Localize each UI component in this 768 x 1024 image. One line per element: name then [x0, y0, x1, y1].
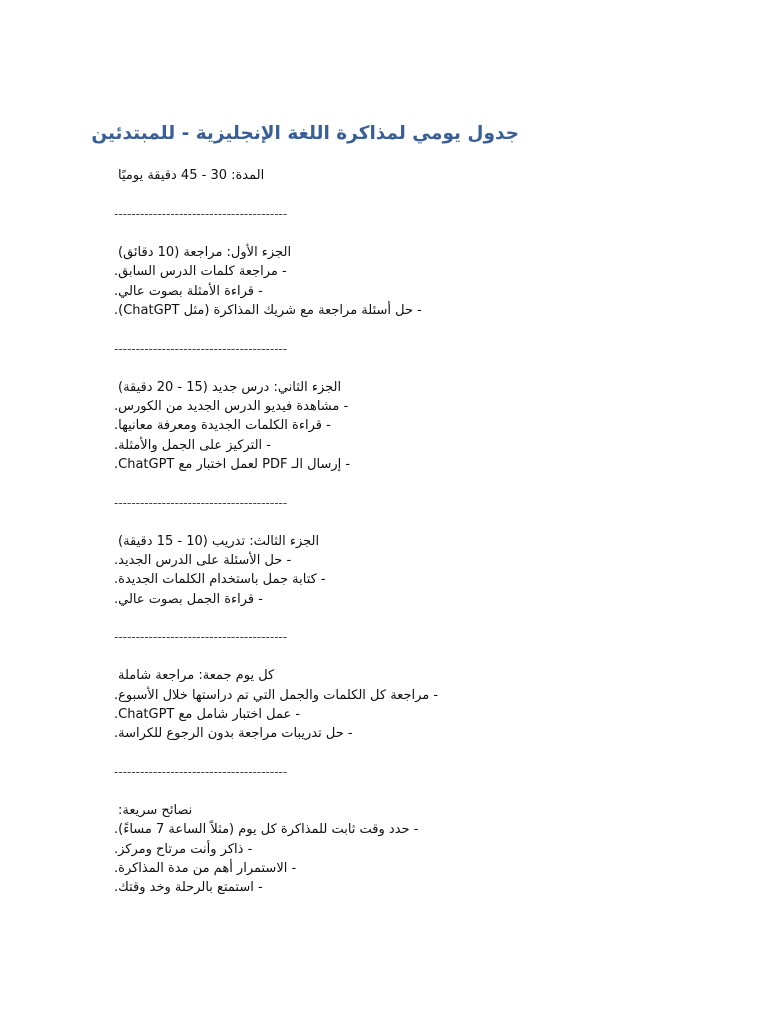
section-3-item-2: - كتابة جمل باستخدام الكلمات الجديدة.	[114, 572, 326, 587]
section-2-item-1: - مشاهدة فيديو الدرس الجديد من الكورس.	[114, 399, 349, 414]
separator-3: ----------------------------------------	[114, 496, 288, 510]
section-2-item-4: - إرسال الـ PDF لعمل اختبار مع ChatGPT.	[114, 457, 351, 472]
section-5-item-3: - الاستمرار أهم من مدة المذاكرة.	[114, 861, 297, 876]
separator-5: ----------------------------------------	[114, 765, 288, 779]
section-4-item-3: - حل تدريبات مراجعة بدون الرجوع للكراسة.	[114, 726, 353, 741]
section-5-item-4: - استمتع بالرحلة وخد وقتك.	[114, 880, 263, 895]
separator-4: ----------------------------------------	[114, 630, 288, 644]
section-2-item-3: - التركيز على الجمل والأمثلة.	[114, 438, 271, 453]
section-1-heading: الجزء الأول: مراجعة (10 دقائق)	[118, 245, 292, 260]
section-2-heading: الجزء الثاني: درس جديد (15 - 20 دقيقة)	[118, 380, 342, 395]
separator-2: ----------------------------------------	[114, 342, 288, 356]
section-4-item-1: - مراجعة كل الكلمات والجمل التي تم دراستها خلال الأسبوع.	[114, 688, 439, 703]
section-2-item-2: - قراءة الكلمات الجديدة ومعرفة معانيها.	[114, 418, 331, 433]
section-1-item-3: - حل أسئلة مراجعة مع شريك المذاكرة (مثل ChatGPT).	[114, 303, 422, 318]
section-4-item-2: - عمل اختبار شامل مع ChatGPT.	[114, 707, 301, 722]
section-3-item-3: - قراءة الجمل بصوت عالي.	[114, 592, 263, 607]
page-title: جدول يومي لمذاكرة اللغة الإنجليزية - للمبتدئين	[91, 123, 519, 144]
section-3-item-1: - حل الأسئلة على الدرس الجديد.	[114, 553, 292, 568]
separator-1: ----------------------------------------	[114, 207, 288, 221]
section-1-item-1: - مراجعة كلمات الدرس السابق.	[114, 264, 287, 279]
section-5-heading: نصائح سريعة:	[118, 803, 193, 818]
section-5-item-2: - ذاكر وأنت مرتاح ومركز.	[114, 842, 253, 857]
duration-line: المدة: 30 - 45 دقيقة يوميًا	[118, 168, 265, 183]
section-1-item-2: - قراءة الأمثلة بصوت عالي.	[114, 284, 263, 299]
section-4-heading: كل يوم جمعة: مراجعة شاملة	[118, 668, 275, 683]
section-5-item-1: - حدد وقت ثابت للمذاكرة كل يوم (مثلاً الساعة 7 مساءً).	[114, 822, 419, 837]
section-3-heading: الجزء الثالث: تدريب (10 - 15 دقيقة)	[118, 534, 320, 549]
